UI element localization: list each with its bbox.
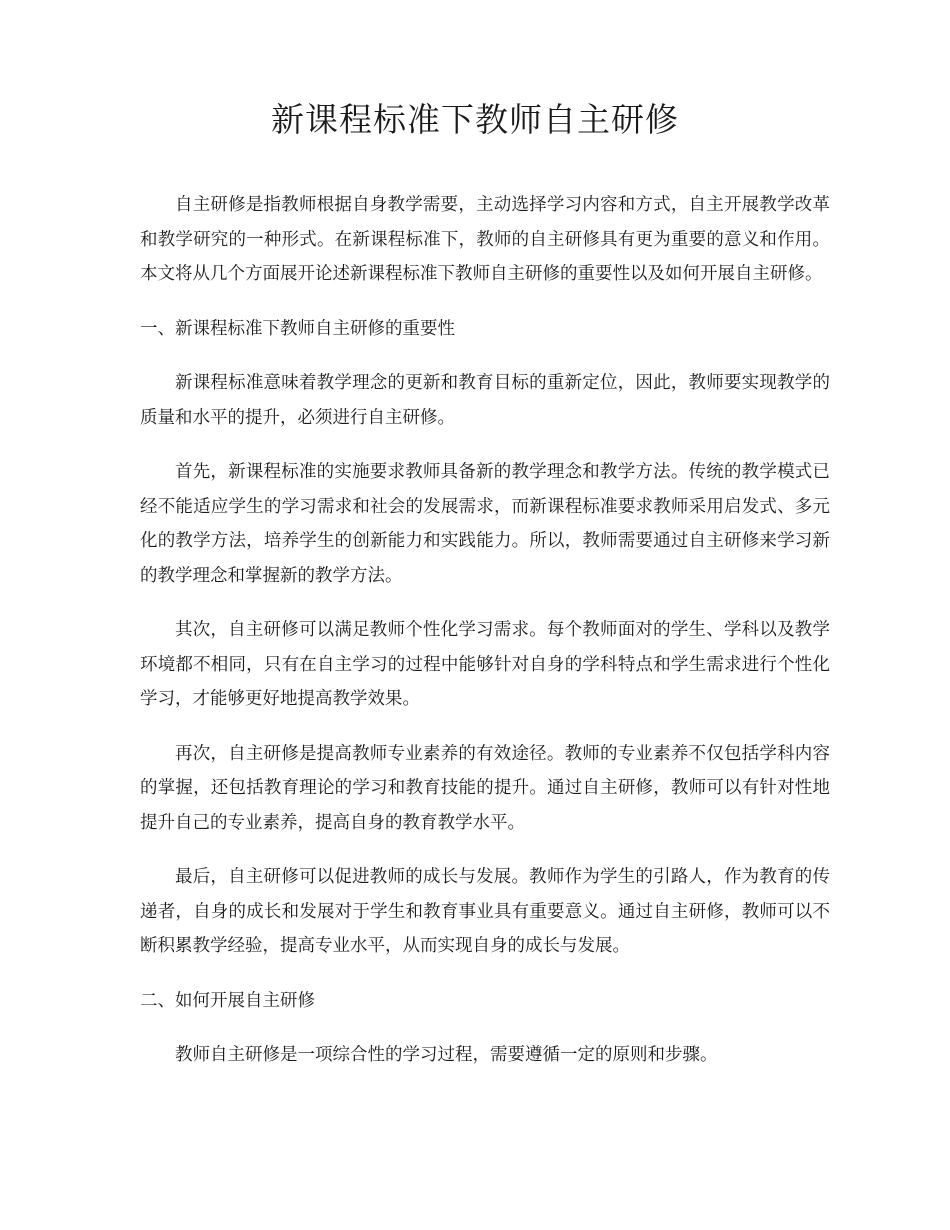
body-paragraph: 新课程标准意味着教学理念的更新和教育目标的重新定位，因此，教师要实现教学的质量和水平的提升，必须进行自主研修。 — [140, 373, 830, 428]
body-paragraph: 最后，自主研修可以促进教师的成长与发展。教师作为学生的引路人，作为教育的传递者，自身的成长和发展对于学生和教育事业具有重要意义。通过自主研修，教师可以不断积累教学经验，提高专业水平，从而实现自身的成长与发展。 — [140, 867, 830, 956]
body-paragraph: 首先，新课程标准的实施要求教师具备新的教学理念和教学方法。传统的教学模式已经不能适应学生的学习需求和社会的发展需求，而新课程标准要求教师采用启发式、多元化的教学方法，培养学生的创新能力和实践能力。所以，教师需要通过自主研修来学习新的教学理念和掌握新的教学方法。 — [140, 462, 830, 586]
body-paragraph: 教师自主研修是一项综合性的学习过程，需要遵循一定的原则和步骤。 — [175, 1045, 718, 1065]
section-heading-importance: 一、新课程标准下教师自主研修的重要性 — [140, 318, 455, 339]
body-paragraph: 其次，自主研修可以满足教师个性化学习需求。每个教师面对的学生、学科以及教学环境都不相同，只有在自主学习的过程中能够针对自身的学科特点和学生需求进行个性化学习，才能够更好地提高教学效果。 — [140, 620, 830, 709]
section-heading-how-to: 二、如何开展自主研修 — [140, 990, 315, 1011]
body-paragraph: 再次，自主研修是提高教师专业素养的有效途径。教师的专业素养不仅包括学科内容的掌握，还包括教育理论的学习和教育技能的提升。通过自主研修，教师可以有针对性地提升自己的专业素养，提高自身的教育教学水平。 — [140, 743, 830, 833]
document-body — [140, 188, 830, 1093]
intro-paragraph: 自主研修是指教师根据自身教学需要，主动选择学习内容和方式，自主开展教学改革和教学研究的一种形式。在新课程标准下，教师的自主研修具有更为重要的意义和作用。本文将从几个方面展开论述新课程标准下教师自主研修的重要性以及如何开展自主研修。 — [140, 195, 830, 284]
document-title: 新课程标准下教师自主研修 — [271, 100, 679, 139]
